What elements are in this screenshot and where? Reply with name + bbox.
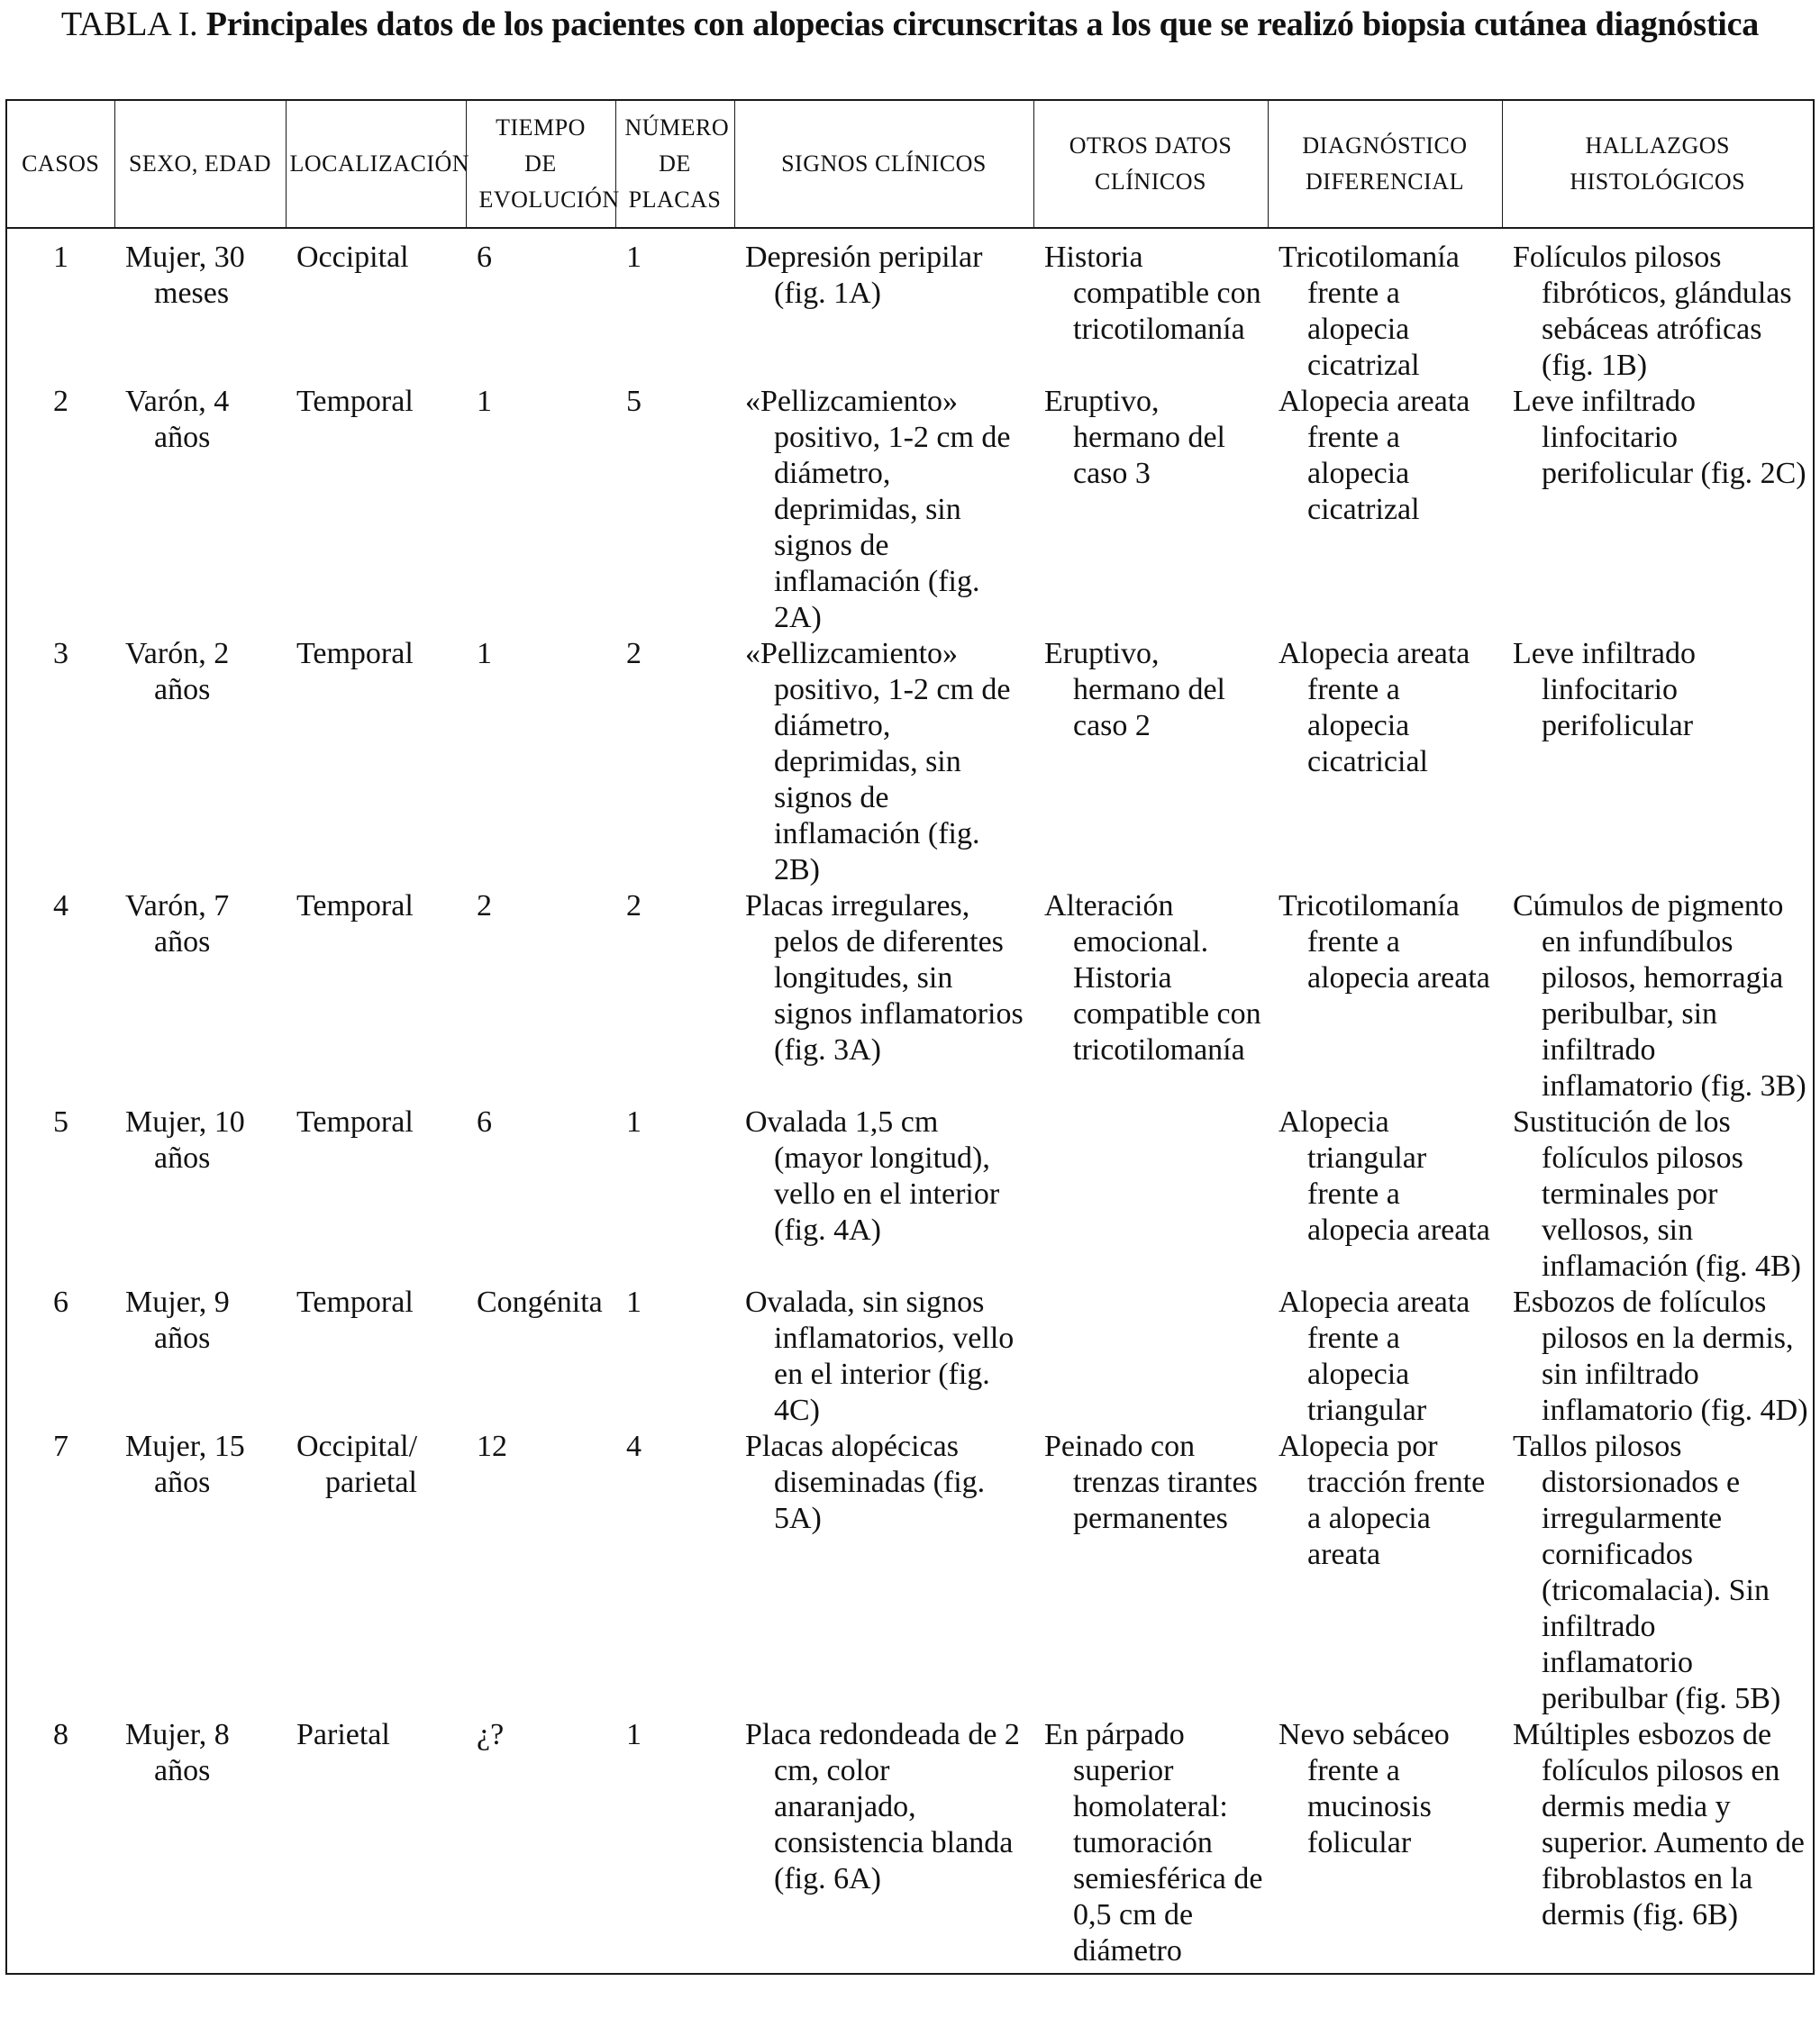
cell-localizacion bbox=[286, 636, 466, 888]
cell-placas: 1 bbox=[626, 1718, 642, 1751]
cell-signos bbox=[734, 636, 1033, 888]
cell-diagnostico bbox=[1268, 888, 1502, 1104]
cell-localizacion bbox=[286, 228, 466, 384]
table-row bbox=[6, 228, 1814, 384]
cell-localizacion bbox=[286, 1285, 466, 1429]
header-hallazgos bbox=[1502, 100, 1814, 228]
cell-otros-text: Peinado con trenzas tirantes permanentes bbox=[1044, 1430, 1258, 1535]
table-body bbox=[6, 228, 1814, 1974]
cell-diagnostico bbox=[1268, 1285, 1502, 1429]
cell-localizacion bbox=[286, 1717, 466, 1974]
cell-diagnostico-text: Alopecia areata frente a alopecia cicatricial bbox=[1279, 637, 1470, 778]
header-placas-label: NÚMERO DE PLACAS bbox=[624, 114, 730, 213]
cell-localizacion-text: Occipital/ parietal bbox=[296, 1430, 418, 1499]
cell-placas: 1 bbox=[626, 1286, 642, 1319]
cell-sexo-edad bbox=[114, 636, 286, 888]
cell-hallazgos bbox=[1502, 1285, 1814, 1429]
header-localizacion-label: LOCALIZACIÓN bbox=[289, 150, 470, 177]
cell-caso: 1 bbox=[53, 241, 68, 274]
cell-caso: 2 bbox=[53, 385, 68, 418]
cell-diagnostico-text: Tricotilomanía frente a alopecia areata bbox=[1279, 889, 1490, 995]
cell-sexo-edad bbox=[114, 228, 286, 384]
cell-otros bbox=[1033, 1717, 1268, 1974]
cell-signos bbox=[734, 1717, 1033, 1974]
header-placas bbox=[615, 100, 734, 228]
cell-otros bbox=[1033, 1429, 1268, 1717]
cell-diagnostico-text: Alopecia triangular frente a alopecia areata bbox=[1279, 1105, 1490, 1247]
cell-placas: 2 bbox=[626, 889, 642, 923]
table-row bbox=[6, 636, 1814, 888]
cell-sexo-edad-text: Varón, 7 años bbox=[125, 889, 230, 959]
cell-signos-text: Placas alopécicas diseminadas (fig. 5A) bbox=[745, 1430, 986, 1535]
header-row bbox=[6, 100, 1814, 228]
cell-hallazgos bbox=[1502, 1717, 1814, 1974]
cell-sexo-edad bbox=[114, 1429, 286, 1717]
cell-signos bbox=[734, 1429, 1033, 1717]
cell-sexo-edad bbox=[114, 1104, 286, 1285]
cell-signos-text: Placas irregulares, pelos de diferentes longitudes, sin signos inflamatorios (fig. 3A) bbox=[745, 889, 1024, 1067]
cell-hallazgos bbox=[1502, 888, 1814, 1104]
table-header bbox=[6, 100, 1814, 228]
cell-diagnostico-text: Nevo sebáceo frente a mucinosis folicular bbox=[1279, 1718, 1450, 1859]
cell-placas: 2 bbox=[626, 637, 642, 670]
cell-hallazgos-text: Cúmulos de pigmento en infundíbulos pilosos, hemorragia peribulbar, sin infiltrado inflamatorio (fig. 3B) bbox=[1513, 889, 1806, 1103]
cell-diagnostico-text: Alopecia areata frente a alopecia cicatrizal bbox=[1279, 385, 1470, 526]
header-signos bbox=[734, 100, 1033, 228]
cell-diagnostico bbox=[1268, 1717, 1502, 1974]
cell-hallazgos-text: Sustitución de los folículos pilosos terminales por vellosos, sin inflamación (fig. 4B) bbox=[1513, 1105, 1801, 1283]
cell-tiempo: 6 bbox=[477, 241, 492, 274]
cell-tiempo: Congénita bbox=[477, 1286, 603, 1319]
cell-diagnostico-text: Alopecia por tracción frente a alopecia areata bbox=[1279, 1430, 1486, 1571]
table-row bbox=[6, 384, 1814, 636]
table-row bbox=[6, 1104, 1814, 1285]
cell-hallazgos bbox=[1502, 228, 1814, 384]
cell-sexo-edad-text: Mujer, 30 meses bbox=[125, 241, 245, 310]
cell-diagnostico-text: Tricotilomanía frente a alopecia cicatrizal bbox=[1279, 241, 1460, 382]
cell-localizacion-text: Temporal bbox=[296, 1286, 414, 1319]
cell-diagnostico bbox=[1268, 384, 1502, 636]
cell-hallazgos-text: Leve infiltrado linfocitario perifolicular (fig. 2C) bbox=[1513, 385, 1806, 490]
header-hallazgos-label: HALLAZGOS HISTOLÓGICOS bbox=[1570, 132, 1746, 195]
cell-otros bbox=[1033, 228, 1268, 384]
cell-otros bbox=[1033, 888, 1268, 1104]
cell-localizacion bbox=[286, 888, 466, 1104]
cell-signos bbox=[734, 228, 1033, 384]
header-sexo-edad bbox=[114, 100, 286, 228]
cell-diagnostico bbox=[1268, 1104, 1502, 1285]
cell-caso: 4 bbox=[53, 889, 68, 923]
cell-localizacion-text: Temporal bbox=[296, 637, 414, 670]
cell-sexo-edad bbox=[114, 1717, 286, 1974]
cell-sexo-edad bbox=[114, 888, 286, 1104]
table-caption-label: TABLA I. bbox=[60, 5, 198, 43]
cell-hallazgos bbox=[1502, 1429, 1814, 1717]
header-casos-label: CASOS bbox=[22, 150, 100, 177]
cell-hallazgos-text: Folículos pilosos fibróticos, glándulas sebáceas atróficas (fig. 1B) bbox=[1513, 241, 1792, 382]
cell-localizacion-text: Occipital bbox=[296, 241, 409, 274]
table-caption bbox=[36, 4, 1784, 45]
cell-tiempo: 12 bbox=[477, 1430, 507, 1463]
cell-sexo-edad-text: Varón, 4 años bbox=[125, 385, 230, 454]
table-row bbox=[6, 888, 1814, 1104]
cell-otros-text: En párpado superior homolateral: tumoración semiesférica de 0,5 cm de diámetro bbox=[1044, 1718, 1263, 1968]
cell-hallazgos-text: Esbozos de folículos pilosos en la dermis, sin infiltrado inflamatorio (fig. 4D) bbox=[1513, 1286, 1808, 1427]
cell-placas: 1 bbox=[626, 1105, 642, 1139]
cell-signos bbox=[734, 384, 1033, 636]
cell-tiempo: 2 bbox=[477, 889, 492, 923]
cell-placas: 1 bbox=[626, 241, 642, 274]
cell-hallazgos-text: Leve infiltrado linfocitario perifolicular bbox=[1513, 637, 1696, 742]
cell-tiempo: ¿? bbox=[477, 1718, 505, 1751]
cell-placas: 4 bbox=[626, 1430, 642, 1463]
cell-signos-text: «Pellizcamiento» positivo, 1-2 cm de diámetro, deprimidas, sin signos de inflamación (fig. 2A) bbox=[745, 385, 1011, 634]
patients-table bbox=[5, 99, 1815, 1975]
cell-diagnostico bbox=[1268, 636, 1502, 888]
header-signos-label: SIGNOS CLÍNICOS bbox=[781, 150, 987, 177]
cell-localizacion bbox=[286, 1104, 466, 1285]
cell-localizacion bbox=[286, 1429, 466, 1717]
cell-tiempo: 1 bbox=[477, 385, 492, 418]
cell-signos bbox=[734, 1104, 1033, 1285]
header-diagnostico bbox=[1268, 100, 1502, 228]
cell-signos-text: Ovalada 1,5 cm (mayor longitud), vello en el interior (fig. 4A) bbox=[745, 1105, 1000, 1247]
cell-otros-text: Eruptivo, hermano del caso 3 bbox=[1044, 385, 1225, 490]
cell-sexo-edad-text: Mujer, 15 años bbox=[125, 1430, 245, 1499]
cell-hallazgos-text: Múltiples esbozos de folículos pilosos en dermis media y superior. Aumento de fibroblastos en la dermis (fig. 6B) bbox=[1513, 1718, 1805, 1932]
cell-localizacion bbox=[286, 384, 466, 636]
table-row bbox=[6, 1429, 1814, 1717]
cell-sexo-edad bbox=[114, 1285, 286, 1429]
header-diagnostico-label: DIAGNÓSTICO DIFERENCIAL bbox=[1302, 132, 1468, 195]
cell-signos-text: «Pellizcamiento» positivo, 1-2 cm de diámetro, deprimidas, sin signos de inflamación (fig. 2B) bbox=[745, 637, 1011, 886]
cell-hallazgos bbox=[1502, 384, 1814, 636]
cell-caso: 8 bbox=[53, 1718, 68, 1751]
cell-signos-text: Depresión peripilar (fig. 1A) bbox=[745, 241, 983, 310]
cell-localizacion-text: Parietal bbox=[296, 1718, 390, 1751]
cell-otros-text: Eruptivo, hermano del caso 2 bbox=[1044, 637, 1225, 742]
cell-sexo-edad-text: Mujer, 9 años bbox=[125, 1286, 230, 1355]
cell-diagnostico bbox=[1268, 1429, 1502, 1717]
cell-hallazgos bbox=[1502, 1104, 1814, 1285]
cell-sexo-edad-text: Mujer, 8 años bbox=[125, 1718, 230, 1787]
cell-otros bbox=[1033, 384, 1268, 636]
cell-localizacion-text: Temporal bbox=[296, 889, 414, 923]
cell-tiempo: 1 bbox=[477, 637, 492, 670]
cell-signos-text: Ovalada, sin signos inflamatorios, vello en el interior (fig. 4C) bbox=[745, 1286, 1015, 1427]
cell-otros-text: Historia compatible con tricotilomanía bbox=[1044, 241, 1261, 346]
header-tiempo bbox=[466, 100, 620, 228]
cell-hallazgos bbox=[1502, 636, 1814, 888]
cell-sexo-edad-text: Mujer, 10 años bbox=[125, 1105, 245, 1175]
cell-localizacion-text: Temporal bbox=[296, 1105, 414, 1139]
header-tiempo-label: TIEMPO DE EVOLUCIÓN bbox=[478, 114, 620, 213]
cell-diagnostico bbox=[1268, 228, 1502, 384]
cell-caso: 3 bbox=[53, 637, 68, 670]
header-sexo-edad-label: SEXO, EDAD bbox=[128, 150, 272, 177]
cell-otros bbox=[1033, 1104, 1268, 1285]
header-otros bbox=[1033, 100, 1268, 228]
cell-caso: 5 bbox=[53, 1105, 68, 1139]
cell-sexo-edad-text: Varón, 2 años bbox=[125, 637, 230, 706]
cell-signos bbox=[734, 1285, 1033, 1429]
cell-otros bbox=[1033, 1285, 1268, 1429]
table-caption-title: Principales datos de los pacientes con alopecias circunscritas a los que se realizó biopsia cutánea diagnóstica bbox=[205, 5, 1760, 43]
cell-otros bbox=[1033, 636, 1268, 888]
cell-placas: 5 bbox=[626, 385, 642, 418]
table-row bbox=[6, 1285, 1814, 1429]
cell-caso: 6 bbox=[53, 1286, 68, 1319]
cell-caso: 7 bbox=[53, 1430, 68, 1463]
header-casos bbox=[6, 100, 114, 228]
table-row bbox=[6, 1717, 1814, 1974]
header-otros-label: OTROS DATOS CLÍNICOS bbox=[1069, 132, 1233, 195]
cell-localizacion-text: Temporal bbox=[296, 385, 414, 418]
cell-tiempo: 6 bbox=[477, 1105, 492, 1139]
cell-signos bbox=[734, 888, 1033, 1104]
cell-otros-text: Alteración emocional. Historia compatible con tricotilomanía bbox=[1044, 889, 1261, 1067]
cell-hallazgos-text: Tallos pilosos distorsionados e irregularmente cornificados (tricomalacia). Sin infiltrado inflamatorio peribulbar (fig. 5B) bbox=[1513, 1430, 1781, 1715]
cell-diagnostico-text: Alopecia areata frente a alopecia triangular bbox=[1279, 1286, 1470, 1427]
cell-sexo-edad bbox=[114, 384, 286, 636]
cell-signos-text: Placa redondeada de 2 cm, color anaranjado, consistencia blanda (fig. 6A) bbox=[745, 1718, 1020, 1895]
header-localizacion bbox=[286, 100, 470, 228]
